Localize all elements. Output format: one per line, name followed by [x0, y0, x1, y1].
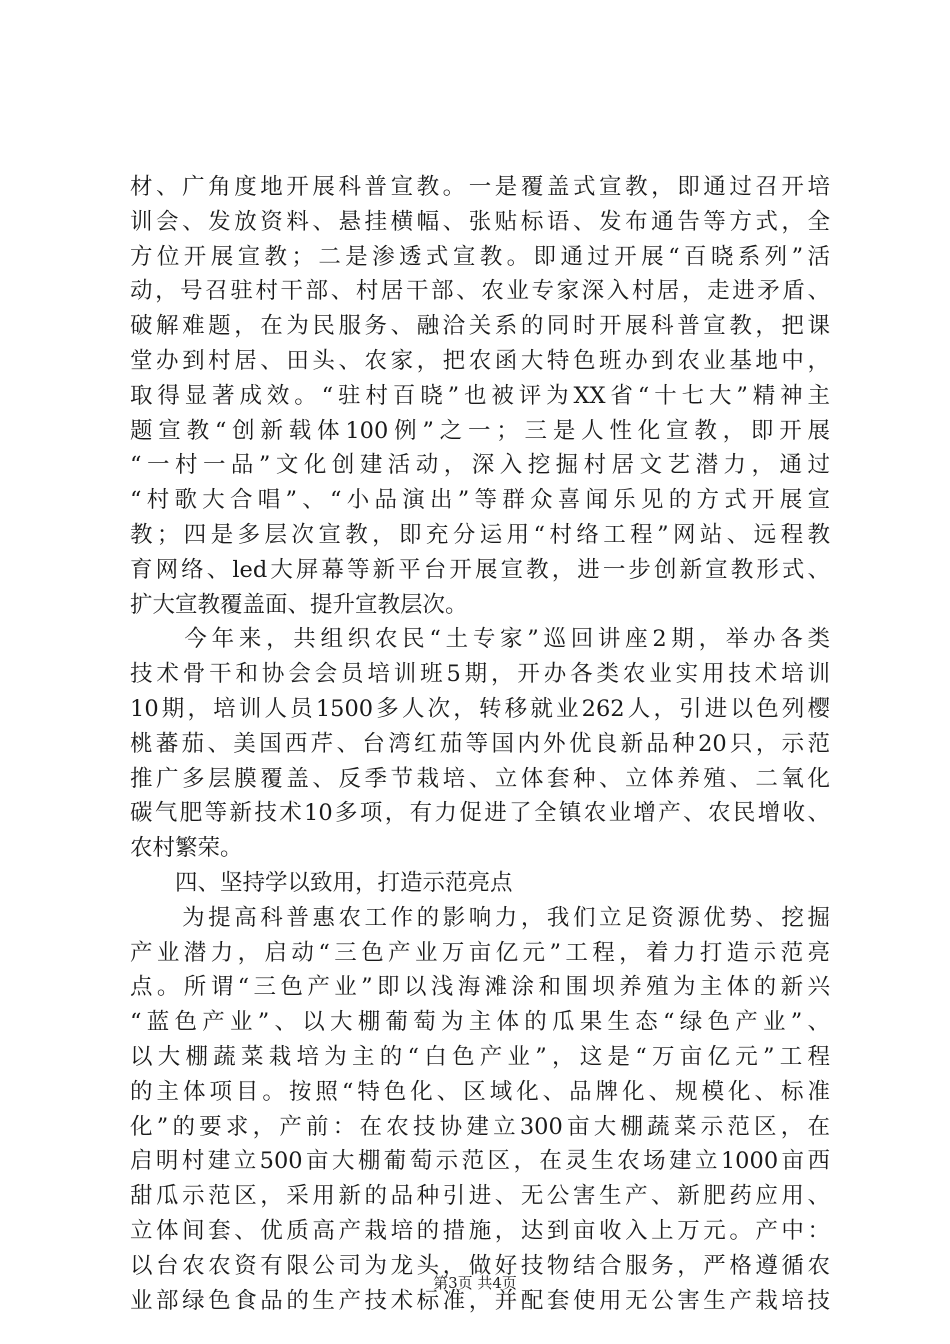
text-line: 破解难题，在为民服务、融洽关系的同时开展科普宣教，把课 — [130, 313, 830, 340]
text-line: 启明村建立500亩大棚葡萄示范区，在灵生农场建立1000亩西 — [130, 1148, 830, 1175]
text-line: 方位开展宣教；二是渗透式宣教。即通过开展“百晓系列”活 — [130, 243, 830, 270]
text-line: 点。所谓“三色产业”即以浅海滩涂和围坝养殖为主体的新兴 — [130, 974, 830, 1001]
text-line: 推广多层膜覆盖、反季节栽培、立体套种、立体养殖、二氧化 — [130, 765, 830, 792]
page-footer: 第3页 共4页 — [433, 1274, 517, 1292]
text-line: 产业潜力，启动“三色产业万亩亿元”工程，着力打造示范亮 — [130, 939, 830, 966]
text-line: 今年来，共组织农民“土专家”巡回讲座2期，举办各类 — [130, 626, 830, 653]
text-line: 训会、发放资料、悬挂横幅、张贴标语、发布通告等方式，全 — [130, 208, 830, 235]
text-line: 桃蕃茄、美国西芹、台湾红茄等国内外优良新品种20只，示范 — [130, 730, 830, 757]
body-text — [130, 170, 830, 1318]
section-heading: 四、坚持学以致用，打造示范亮点 — [130, 869, 513, 896]
text-line: 动，号召驻村干部、村居干部、农业专家深入村居，走进矛盾、 — [130, 278, 830, 305]
text-line: “村歌大合唱”、“小品演出”等群众喜闻乐见的方式开展宣 — [130, 487, 830, 514]
text-line: 技术骨干和协会会员培训班5期，开办各类农业实用技术培训 — [130, 661, 830, 688]
text-line: 化”的要求，产前：在农技协建立300亩大棚蔬菜示范区，在 — [130, 1113, 830, 1140]
text-line: “一村一品”文化创建活动，深入挖掘村居文艺潜力，通过 — [130, 452, 830, 479]
text-line: 立体间套、优质高产栽培的措施，达到亩收入上万元。产中： — [130, 1217, 830, 1244]
text-line: 育网络、led大屏幕等新平台开展宣教，进一步创新宣教形式、 — [130, 556, 830, 583]
text-line: 业部绿色食品的生产技术标准，并配套使用无公害生产栽培技 — [130, 1287, 830, 1314]
text-line: 堂办到村居、田头、农家，把农函大特色班办到农业基地中， — [130, 347, 830, 374]
text-line: 农村繁荣。 — [130, 835, 243, 862]
text-line: “蓝色产业”、以大棚葡萄为主体的瓜果生态“绿色产业”、 — [130, 1009, 830, 1036]
text-line: 以台农农资有限公司为龙头，做好技物结合服务，严格遵循农 — [130, 1252, 830, 1279]
text-line: 扩大宣教覆盖面、提升宣教层次。 — [130, 591, 468, 618]
text-line: 教；四是多层次宣教，即充分运用“村络工程”网站、远程教 — [130, 521, 830, 548]
text-line: 10期，培训人员1500多人次，转移就业262人，引进以色列樱 — [130, 695, 830, 722]
text-line: 取得显著成效。“驻村百晓”也被评为XX省“十七大”精神主 — [130, 382, 830, 409]
text-line: 碳气肥等新技术10多项，有力促进了全镇农业增产、农民增收、 — [130, 800, 830, 827]
text-line: 以大棚蔬菜栽培为主的“白色产业”，这是“万亩亿元”工程 — [130, 1043, 830, 1070]
text-line: 材、广角度地开展科普宣教。一是覆盖式宣教，即通过召开培 — [130, 174, 830, 200]
text-line: 甜瓜示范区，采用新的品种引进、无公害生产、新肥药应用、 — [130, 1183, 830, 1210]
text-line: 题宣教“创新载体100例”之一；三是人性化宣教，即开展 — [130, 417, 830, 444]
text-line: 的主体项目。按照“特色化、区域化、品牌化、规模化、标准 — [130, 1078, 830, 1105]
text-line: 为提高科普惠农工作的影响力，我们立足资源优势、挖掘 — [130, 904, 830, 931]
